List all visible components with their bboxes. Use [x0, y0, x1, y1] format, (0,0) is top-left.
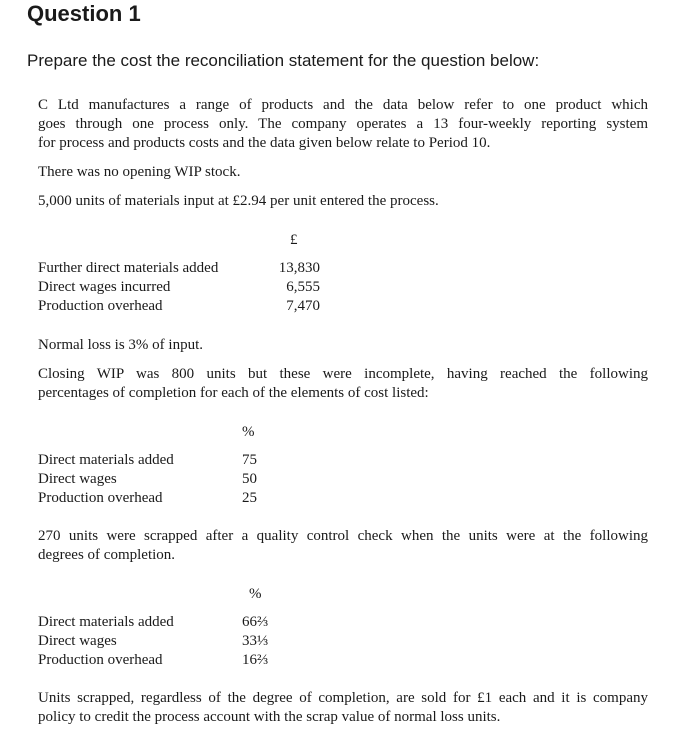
- scrap-policy-line: Units scrapped, regardless of the degree of completion, are sold for £1 each and it is company: [38, 690, 648, 706]
- row-label: Direct materials added: [38, 614, 174, 630]
- row-value: 75: [242, 452, 257, 468]
- row-label: Production overhead: [38, 490, 163, 506]
- intro-line: C Ltd manufactures a range of products and the data below refer to one product which: [38, 97, 648, 113]
- scrapped-line: 270 units were scrapped after a quality control check when the units were at the following: [38, 528, 648, 544]
- row-label: Direct wages: [38, 633, 117, 649]
- row-label: Direct wages: [38, 471, 117, 487]
- materials-input-text: 5,000 units of materials input at £2.94 per unit entered the process.: [38, 193, 439, 209]
- scrapped-paragraph: [38, 527, 648, 565]
- normal-loss-text: Normal loss is 3% of input.: [38, 337, 203, 353]
- row-label: Direct wages incurred: [38, 279, 171, 295]
- wip-table-header: %: [242, 424, 255, 440]
- intro-line: goes through one process only. The company operates a 13 four-weekly reporting system: [38, 116, 648, 132]
- closing-wip-line: percentages of completion for each of the elements of cost listed:: [38, 385, 429, 401]
- row-value: 50: [242, 471, 257, 487]
- row-value: 66⅔: [242, 614, 269, 630]
- no-wip-text: There was no opening WIP stock.: [38, 164, 241, 180]
- closing-wip-paragraph: [38, 365, 648, 403]
- row-value: 6,555: [286, 279, 320, 295]
- row-label: Direct materials added: [38, 452, 174, 468]
- costs-table-header: £: [290, 232, 298, 248]
- row-value: 7,470: [286, 298, 320, 314]
- scrap-policy-line: policy to credit the process account with the scrap value of normal loss units.: [38, 709, 501, 725]
- closing-wip-line: Closing WIP was 800 units but these were incomplete, having reached the following: [38, 366, 648, 382]
- row-label: Production overhead: [38, 298, 163, 314]
- intro-line: for process and products costs and the data given below relate to Period 10.: [38, 135, 491, 151]
- question-title: Question 1: [27, 1, 141, 26]
- scrapped-line: degrees of completion.: [38, 547, 176, 563]
- scrap-table-header: %: [249, 586, 262, 602]
- row-value: 25: [242, 490, 257, 506]
- intro-paragraph: [38, 96, 648, 153]
- row-value: 13,830: [278, 260, 320, 276]
- row-value: 16⅔: [242, 652, 269, 668]
- row-label: Further direct materials added: [38, 260, 219, 276]
- question-instruction: Prepare the cost the reconciliation statement for the question below:: [27, 51, 540, 70]
- row-label: Production overhead: [38, 652, 163, 668]
- row-value: 33⅓: [242, 633, 269, 649]
- scrap-policy-paragraph: [38, 689, 648, 727]
